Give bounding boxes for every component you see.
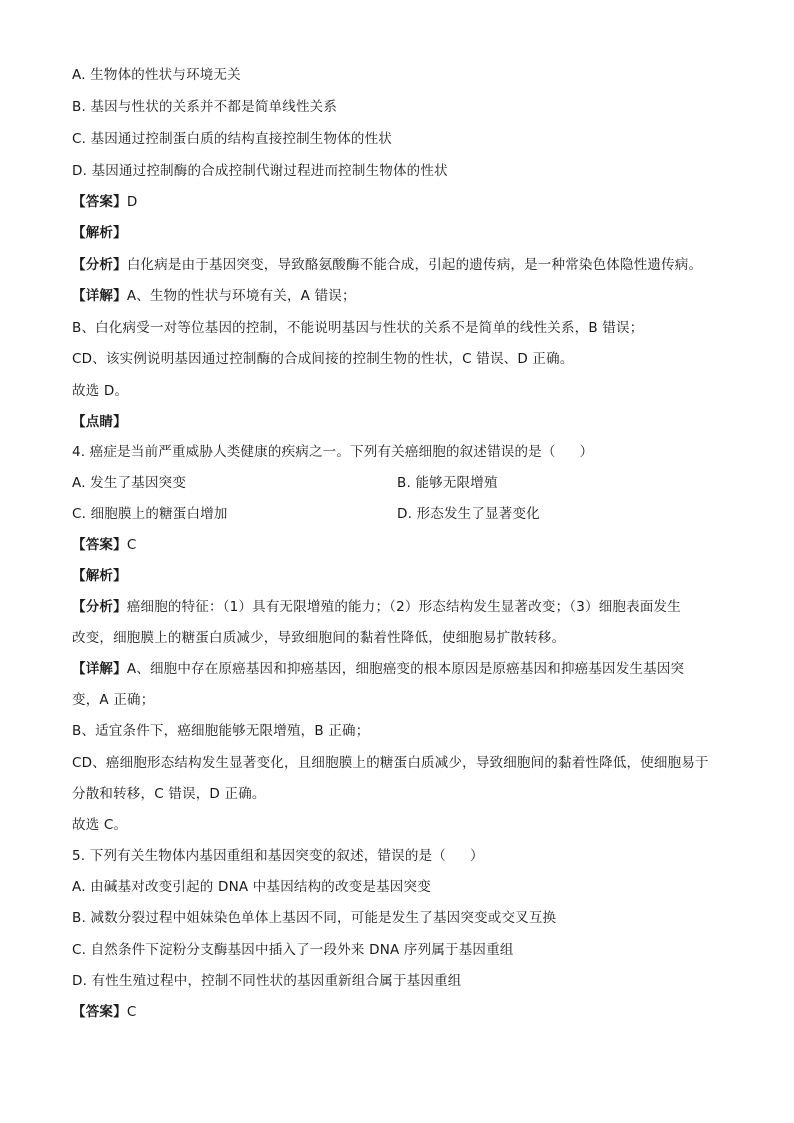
answer-line [72, 535, 136, 555]
fenxi-tag: 【分析】 [72, 257, 127, 273]
analysis-tag: 【解析】 [72, 225, 127, 241]
xiangjie-text: 分散和转移，C 错误，D 正确。 [72, 786, 266, 802]
answer-tag: 【答案】 [72, 537, 127, 553]
option-a: A. 发生了基因突变 [72, 475, 187, 491]
xiangjie-line [72, 286, 356, 306]
option-c: C. 自然条件下淀粉分支酶基因中插入了一段外来 DNA 序列属于基因重组 [72, 942, 514, 958]
answer-value: D [126, 194, 138, 210]
question-5-stem [72, 846, 484, 866]
option-d: D. 基因通过控制酶的合成控制代谢过程进而控制生物体的性状 [72, 163, 448, 179]
xiangjie-text: 变，A 正确； [72, 692, 155, 708]
xiangjie-tag: 【详解】 [72, 288, 127, 304]
answer-value: C [126, 537, 137, 553]
fenxi-line [72, 255, 702, 275]
option-c: C. 基因通过控制蛋白质的结构直接控制生物体的性状 [72, 131, 393, 147]
xiangjie-text: CD、该实例说明基因通过控制酶的合成间接的控制生物的性状，C 错误、D 正确。 [72, 351, 574, 367]
option-b: B. 基因与性状的关系并不都是简单线性关系 [72, 99, 338, 115]
option-c: C. 细胞膜上的糖蛋白增加 [72, 506, 228, 522]
fenxi-text: 改变，细胞膜上的糖蛋白质减少，导致细胞间的黏着性降低，使细胞易扩散转移。 [72, 630, 566, 646]
xiangjie-text: A、生物的性状与环境有关，A 错误； [126, 288, 356, 304]
xiangjie-text: CD、癌细胞形态结构发生显著变化，且细胞膜上的糖蛋白质减少，导致细胞间的黏着性降低，使细胞易于 [72, 755, 709, 771]
fenxi-text: 癌细胞的特征：（1）具有无限增殖的能力；（2）形态结构发生显著改变；（3）细胞表面发生 [126, 599, 681, 615]
xiangjie-text: 故选 D。 [72, 383, 129, 399]
option-a: A. 生物体的性状与环境无关 [72, 67, 241, 83]
answer-tag: 【答案】 [72, 194, 127, 210]
option-b: B. 能够无限增殖 [397, 475, 498, 491]
question-4-stem [72, 442, 593, 462]
question-stem-end: ） [469, 848, 484, 864]
xiangjie-line [72, 659, 684, 679]
question-stem-end: ） [579, 444, 594, 460]
xiangjie-tag: 【详解】 [72, 661, 127, 677]
answer-line [72, 192, 137, 212]
xiangjie-text: 故选 C。 [72, 817, 128, 833]
fenxi-line [72, 597, 681, 617]
question-stem: 5. 下列有关生物体内基因重组和基因突变的叙述，错误的是（ [72, 848, 446, 864]
option-d: D. 形态发生了显著变化 [397, 506, 540, 522]
answer-value: C [126, 1004, 137, 1020]
answer-tag: 【答案】 [72, 1004, 127, 1020]
xiangjie-text: B、适宜条件下，癌细胞能够无限增殖，B 正确； [72, 723, 370, 739]
option-b: B. 减数分裂过程中姐妹染色单体上基因不同，可能是发生了基因突变或交叉互换 [72, 910, 557, 926]
fenxi-text: 白化病是由于基因突变，导致酪氨酸酶不能合成，引起的遗传病，是一种常染色体隐性遗传病。 [126, 257, 703, 273]
xiangjie-text: B、白化病受一对等位基因的控制，不能说明基因与性状的关系不是简单的线性关系，B 错误； [72, 320, 644, 336]
dianjing-tag: 【点睛】 [72, 414, 127, 430]
option-a: A. 由碱基对改变引起的 DNA 中基因结构的改变是基因突变 [72, 879, 431, 895]
fenxi-tag: 【分析】 [72, 599, 127, 615]
xiangjie-text: A、细胞中存在原癌基因和抑癌基因，细胞癌变的根本原因是原癌基因和抑癌基因发生基因突 [126, 661, 685, 677]
question-stem: 4. 癌症是当前严重威胁人类健康的疾病之一。下列有关癌细胞的叙述错误的是（ [72, 444, 556, 460]
answer-line [72, 1002, 136, 1022]
option-d: D. 有性生殖过程中，控制不同性状的基因重新组合属于基因重组 [72, 973, 462, 989]
analysis-tag: 【解析】 [72, 568, 127, 584]
